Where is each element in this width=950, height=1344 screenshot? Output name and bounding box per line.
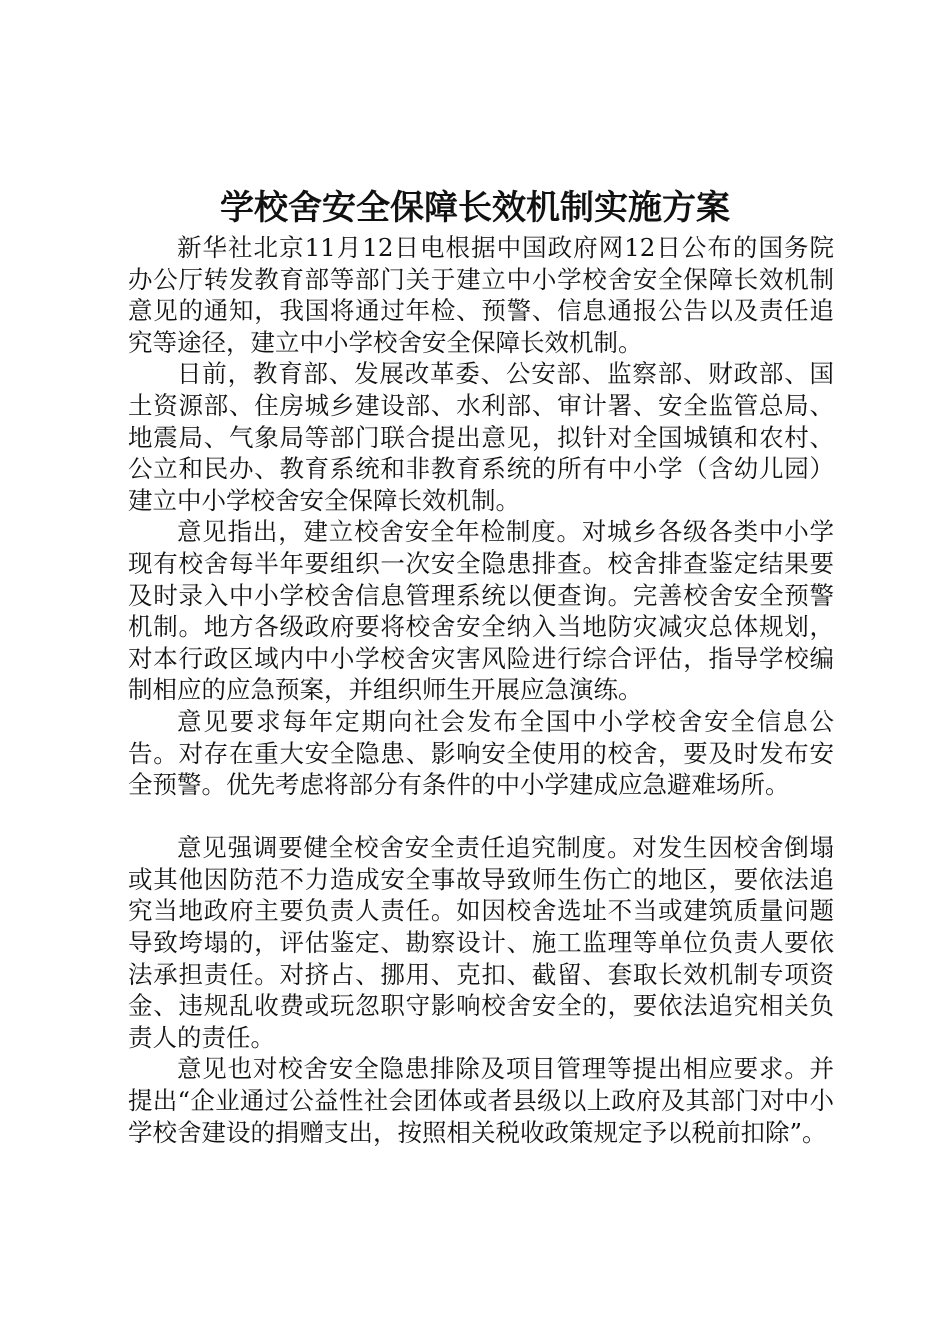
document-title: 学校舍安全保障长效机制实施方案 <box>220 188 730 228</box>
paragraph-6: 意见也对校舍安全隐患排除及项目管理等提出相应要求。并提出“企业通过公益性社会团体或者县级以上政府及其部门对中小学校舍建设的捐赠支出，按照相关税收政策规定予以税前扣除”。 <box>128 1054 834 1147</box>
paragraph-3: 意见指出，建立校舍安全年检制度。对城乡各级各类中小学现有校舍每半年要组织一次安全隐患排查。校舍排查鉴定结果要及时录入中小学校舍信息管理系统以便查询。完善校舍安全预警机制。地方各级政府要将校舍安全纳入当地防灾减灾总体规划，对本行政区域内中小学校舍灾害风险进行综合评估，指导学校编制相应的应急预案，并组织师生开展应急演练。 <box>128 517 834 705</box>
document-body <box>128 232 834 1148</box>
paragraph-5: 意见强调要健全校舍安全责任追究制度。对发生因校舍倒塌或其他因防范不力造成安全事故导致师生伤亡的地区，要依法追究当地政府主要负责人责任。如因校舍选址不当或建筑质量问题导致垮塌的，评估鉴定、勘察设计、施工监理等单位负责人要依法承担责任。对挤占、挪用、克扣、截留、套取长效机制专项资金、违规乱收费或玩忽职守影响校舍安全的，要依法追究相关负责人的责任。 <box>128 833 834 1052</box>
paragraph-2: 日前，教育部、发展改革委、公安部、监察部、财政部、国土资源部、住房城乡建设部、水利部、审计署、安全监管总局、地震局、气象局等部门联合提出意见，拟针对全国城镇和农村、公立和民办、教育系统和非教育系统的所有中小学（含幼儿园）建立中小学校舍安全保障长效机制。 <box>128 359 834 515</box>
paragraph-4: 意见要求每年定期向社会发布全国中小学校舍安全信息公告。对存在重大安全隐患、影响安全使用的校舍，要及时发布安全预警。优先考虑将部分有条件的中小学建成应急避难场所。 <box>128 706 834 800</box>
paragraph-1: 新华社北京11月12日电根据中国政府网12日公布的国务院办公厅转发教育部等部门关于建立中小学校舍安全保障长效机制意见的通知，我国将通过年检、预警、信息通报公告以及责任追究等途径，建立中小学校舍安全保障长效机制。 <box>128 233 834 357</box>
paragraph-gap <box>128 801 834 833</box>
